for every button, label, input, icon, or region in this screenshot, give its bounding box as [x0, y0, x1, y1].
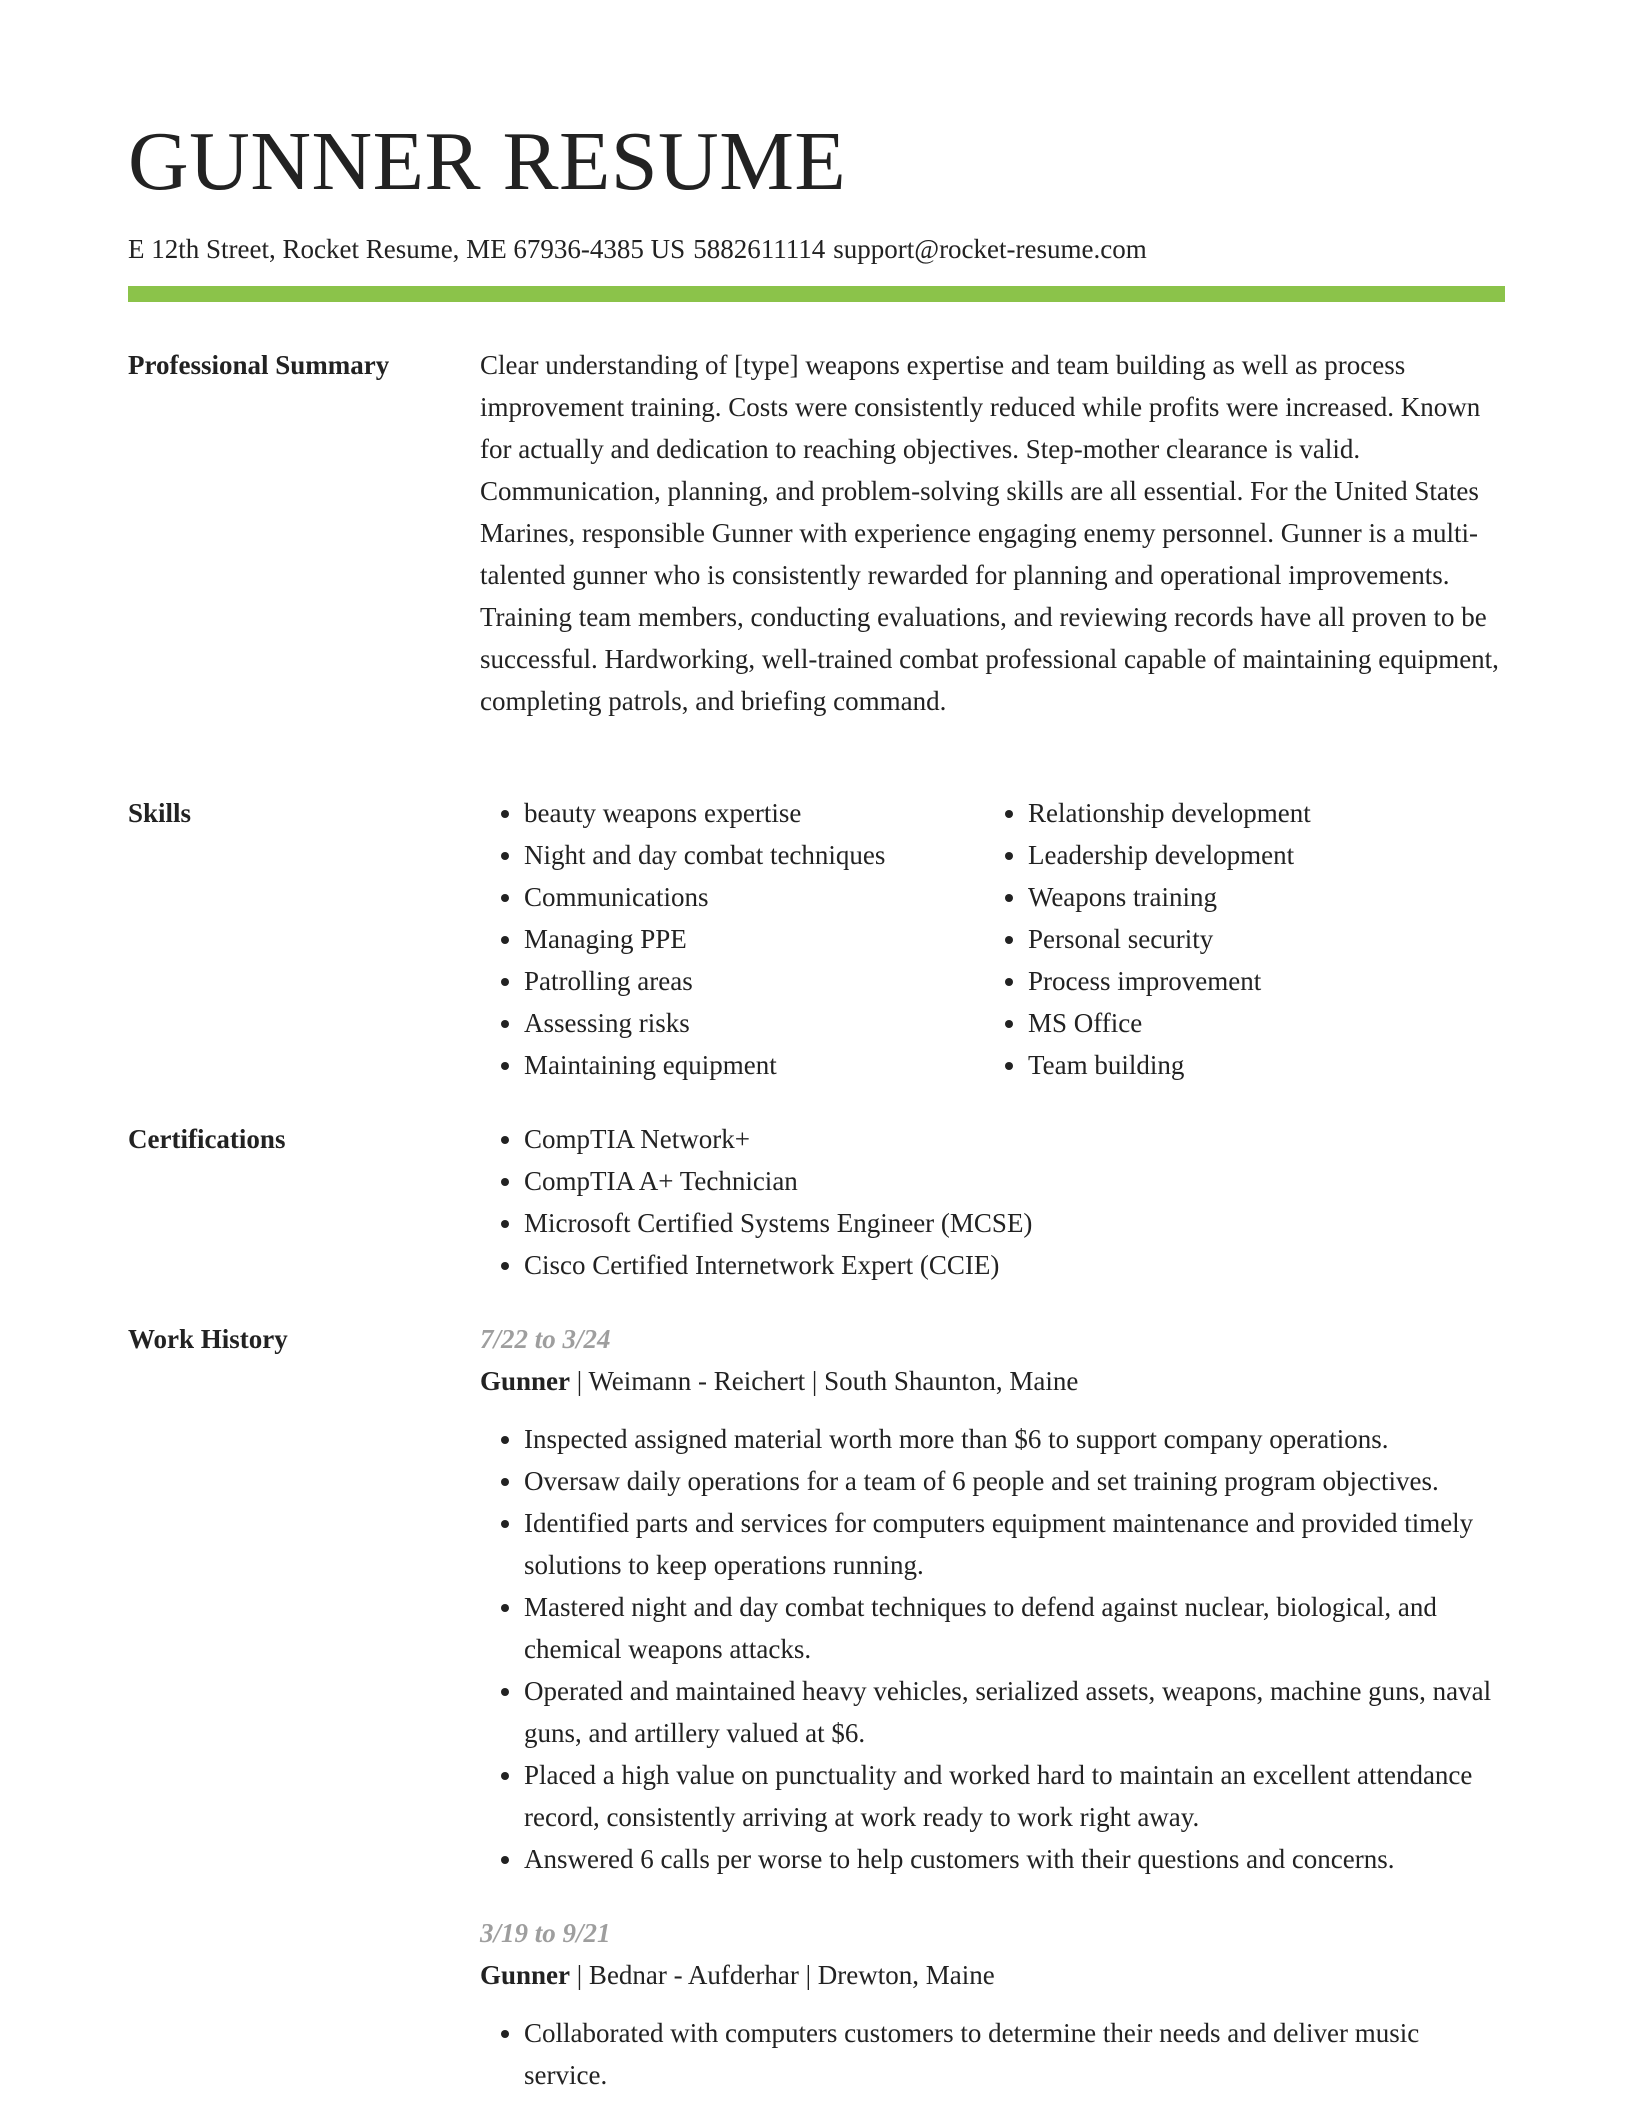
job-title-line [480, 1954, 1505, 1996]
skills-list-right [984, 792, 1488, 1086]
skill-item: • Communications [524, 876, 984, 918]
skill-item: • MS Office [1028, 1002, 1488, 1044]
skill-item: • beauty weapons expertise [524, 792, 984, 834]
skill-item: • Personal security [1028, 918, 1488, 960]
certifications-body [480, 1118, 1505, 1286]
certifications-list [480, 1118, 1505, 1286]
job-bullet: • Answered 6 calls per worse to help customers with their questions and concerns. [524, 1838, 1505, 1880]
job-dates: 3/19 to 9/21 [480, 1918, 611, 1948]
job-bullet: • Placed a high value on punctuality and worked hard to maintain an excellent attendance record, consistently arriving at work ready to work right away. [524, 1754, 1505, 1838]
job-dates: 7/22 to 3/24 [480, 1324, 611, 1354]
skills-list-left [480, 792, 984, 1086]
job-role: Gunner [480, 1366, 571, 1396]
work-history-body [480, 1318, 1505, 2096]
skills-heading: Skills [128, 798, 192, 828]
skill-item: • Assessing risks [524, 1002, 984, 1044]
job-details: | Bednar - Aufderhar | Drewton, Maine [570, 1960, 995, 1990]
job-bullet: • Oversaw daily operations for a team of 6 people and set training program objectives. [524, 1460, 1505, 1502]
resume-name: GUNNER RESUME [128, 115, 847, 208]
skill-item: • Maintaining equipment [524, 1044, 984, 1086]
job-bullet: • Operated and maintained heavy vehicles, serialized assets, weapons, machine guns, naval guns, and artillery valued at $6. [524, 1670, 1505, 1754]
contact-line [128, 233, 1155, 265]
summary-body [480, 344, 1505, 722]
job-bullets [480, 2012, 1505, 2096]
certification-item: • Cisco Certified Internetwork Expert (CCIE) [524, 1244, 1505, 1286]
job-bullet: • Collaborated with computers customers to determine their needs and deliver music service. [524, 2012, 1505, 2096]
job-entry [480, 1318, 1505, 1880]
job-entry [480, 1912, 1505, 2096]
skills-column-left [480, 792, 984, 1086]
header-divider [128, 286, 1505, 302]
job-bullets [480, 1418, 1505, 1880]
skill-item: • Managing PPE [524, 918, 984, 960]
skill-item: • Process improvement [1028, 960, 1488, 1002]
skill-item: • Leadership development [1028, 834, 1488, 876]
certification-item: • Microsoft Certified Systems Engineer (MCSE) [524, 1202, 1505, 1244]
job-bullet: • Inspected assigned material worth more than $6 to support company operations. [524, 1418, 1505, 1460]
skill-item: • Weapons training [1028, 876, 1488, 918]
job-details: | Weimann - Reichert | South Shaunton, Maine [570, 1366, 1079, 1396]
contact-email: support@rocket-resume.com [833, 234, 1147, 264]
skill-item: • Team building [1028, 1044, 1488, 1086]
skill-item: • Relationship development [1028, 792, 1488, 834]
skill-item: • Night and day combat techniques [524, 834, 984, 876]
job-bullet: • Mastered night and day combat techniques to defend against nuclear, biological, and chemical weapons attacks. [524, 1586, 1505, 1670]
summary-text: Clear understanding of [type] weapons expertise and team building as well as process improvement training. Costs were consistently reduced while profits were increased. Known for actually and dedication to reaching objectives. Step-mother clearance is valid. Communication, planning, and problem-solving skills are all essential. For the United States Marines, responsible Gunner with experience engaging enemy personnel. Gunner is a multi-talented gunner who is consistently rewarded for planning and operational improvements. Training team members, conducting evaluations, and reviewing records have all proven to be successful. Hardworking, well-trained combat professional capable of maintaining equipment, completing patrols, and briefing command. [480, 350, 1499, 716]
contact-phone: 5882611114 [693, 234, 826, 264]
skill-item: • Patrolling areas [524, 960, 984, 1002]
certifications-heading: Certifications [128, 1124, 286, 1154]
summary-heading: Professional Summary [128, 350, 390, 380]
skills-column-right [984, 792, 1488, 1086]
contact-address: E 12th Street, Rocket Resume, ME 67936-4385 US [128, 234, 686, 264]
job-bullet: • Identified parts and services for computers equipment maintenance and provided timely solutions to keep operations running. [524, 1502, 1505, 1586]
work-history-heading: Work History [128, 1324, 288, 1354]
certification-item: • CompTIA A+ Technician [524, 1160, 1505, 1202]
certification-item: • CompTIA Network+ [524, 1118, 1505, 1160]
job-title-line [480, 1360, 1505, 1402]
skills-body [480, 792, 1505, 1086]
job-role: Gunner [480, 1960, 571, 1990]
